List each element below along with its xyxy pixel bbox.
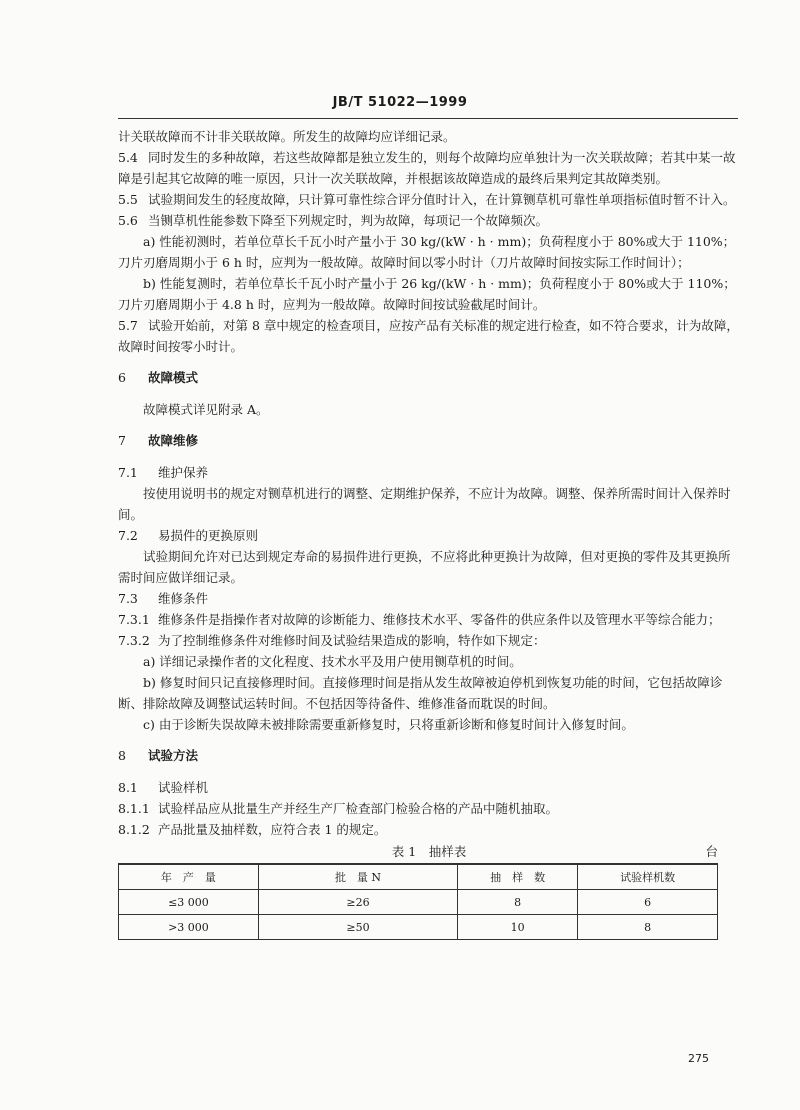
clause-7-3-2 [118,630,740,651]
clause-number: 5.5 [118,192,138,207]
clause-number: 5.7 [118,318,138,333]
clause-text: 为了控制维修条件对维修时间及试验结果造成的影响，特作如下规定： [158,633,546,648]
section-title: 故障维修 [148,433,199,448]
section-number: 7 [118,433,126,448]
clause-text: 当铡草机性能参数下降至下列规定时，判为故障，每项记一个故障频次。 [148,213,549,228]
clause-number: 5.6 [118,213,138,228]
table-header-row [119,864,718,890]
clause-7-1-text: 按使用说明书的规定对铡草机进行的调整、定期维护保养，不应计为故障。调整、保养所需时间计入保养时间。 [118,486,731,522]
column-header: 年 产 量 [119,864,259,890]
clause-number: 8.1.1 [118,801,150,816]
clause-5-5 [118,189,740,210]
clause-text: 试验开始前，对第 8 章中规定的检查项目，应按产品有关标准的规定进行检查，如不符合要求，计为故障，故障时间按零小时计。 [118,318,739,354]
clause-number: 7.2 [118,528,138,543]
clause-number: 7.3 [118,591,138,606]
clause-7-2-heading [118,525,740,546]
table-cell: ≤3 000 [119,890,259,915]
clause-5-6-b: b) 性能复测时，若单位草长千瓦小时产量小于 26 kg/(kW · h · mm)；负荷程度小于 80%或大于 110%；刀片刃磨周期小于 4.8 h 时，应判为一般故障。故障时间按试验截尾时间计。 [118,276,736,312]
clause-text: 维修条件是指操作者对故障的诊断能力、维修技术水平、零备件的供应条件以及管理水平等综合能力； [158,612,721,627]
clause-7-3-1 [118,609,740,630]
clause-7-3-2-a: a) 详细记录操作者的文化程度、技术水平及用户使用铡草机的时间。 [143,654,522,669]
clause-8-1-heading [118,777,740,798]
paragraph-continuation: 计关联故障而不计非关联故障。所发生的故障均应详细记录。 [118,129,456,144]
clause-number: 8.1 [118,780,138,795]
clause-text: 产品批量及抽样数，应符合表 1 的规定。 [158,822,387,837]
table-caption: 表 1 抽样表 [391,844,467,859]
standard-number-header: JB/T 51022—1999 [332,95,468,110]
clause-number: 5.4 [118,150,138,165]
clause-7-3-heading [118,588,740,609]
section-title: 故障模式 [148,370,199,385]
clause-8-1-1 [118,798,740,819]
clause-5-7 [118,315,740,357]
clause-number: 7.1 [118,465,138,480]
table-caption-row [118,841,740,863]
clause-number: 8.1.2 [118,822,150,837]
clause-7-1-heading [118,462,740,483]
section-6-heading [118,367,740,388]
clause-5-6-a: a) 性能初测时，若单位草长千瓦小时产量小于 30 kg/(kW · h · mm)；负荷程度小于 80%或大于 110%；刀片刃磨周期小于 6 h 时，应判为一般故障。故障时间以零小时计（刀片故障时间按实际工作时间计）； [118,234,736,270]
clause-7-3-2-b: b) 修复时间只记直接修理时间。直接修理时间是指从发生故障被迫停机到恢复功能的时间，它包括故障诊断、排除故障及调整试运转时间。不包括因等待备件、维修准备而耽误的时间。 [118,675,723,711]
section-number: 8 [118,748,126,763]
page-content [118,126,740,940]
header-rule [118,118,738,119]
clause-7-2-text: 试验期间允许对已达到规定寿命的易损件进行更换，不应将此种更换计为故障，但对更换的零件及其更换所需时间应做详细记录。 [118,549,731,585]
column-header: 批 量 N [258,864,457,890]
table-cell: 10 [458,915,578,940]
clause-title: 试验样机 [158,780,209,795]
table-unit: 台 [705,844,718,859]
table-cell: ≥50 [258,915,457,940]
column-header: 抽 样 数 [458,864,578,890]
column-header: 试验样机数 [578,864,718,890]
clause-text: 试验期间发生的轻度故障，只计算可靠性综合评分值时计入，在计算铡草机可靠性单项指标值时暂不计入。 [148,192,736,207]
clause-text: 试验样品应从批量生产并经生产厂检查部门检验合格的产品中随机抽取。 [158,801,559,816]
clause-title: 易损件的更换原则 [158,528,259,543]
section-8-heading [118,745,740,766]
clause-text: 同时发生的多种故障，若这些故障都是独立发生的，则每个故障均应单独计为一次关联故障；若其中某一故障是引起其它故障的唯一原因，只计一次关联故障，并根据该故障造成的最终后果判定其故障类别。 [118,150,736,186]
section-number: 6 [118,370,126,385]
table-cell: >3 000 [119,915,259,940]
section-6-text: 故障模式详见附录 A。 [143,402,269,417]
clause-5-4 [118,147,740,189]
section-title: 试验方法 [148,748,199,763]
clause-title: 维护保养 [158,465,209,480]
clause-number: 7.3.2 [118,633,150,648]
section-7-heading [118,430,740,451]
table-cell: 6 [578,890,718,915]
clause-8-1-2 [118,819,740,840]
clause-number: 7.3.1 [118,612,150,627]
table-cell: 8 [458,890,578,915]
sampling-table [118,863,718,940]
clause-5-6 [118,210,740,231]
clause-title: 维修条件 [158,591,209,606]
table-row [119,890,718,915]
page-number: 275 [688,1052,709,1065]
table-cell: 8 [578,915,718,940]
table-cell: ≥26 [258,890,457,915]
table-row [119,915,718,940]
clause-7-3-2-c: c) 由于诊断失误故障未被排除需要重新修复时，只将重新诊断和修复时间计入修复时间。 [143,717,634,732]
